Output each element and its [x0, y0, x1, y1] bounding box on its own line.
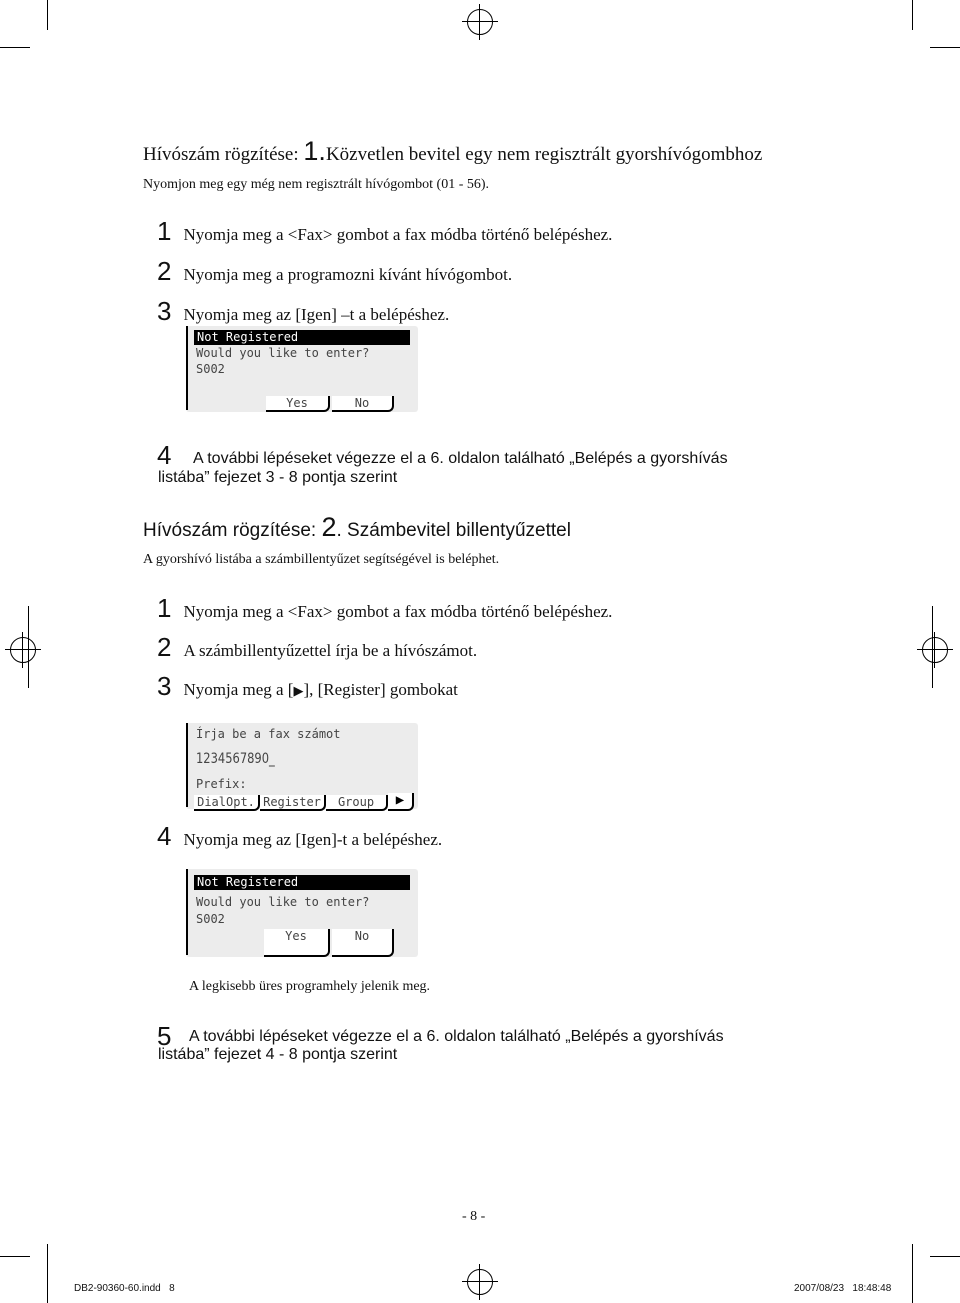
- step-text: A számbillentyűzettel írja be a hívószámot.: [183, 641, 478, 660]
- section2-step-3: [157, 671, 458, 702]
- step-text: Nyomja meg az [Igen] –t a belépéshez.: [183, 305, 450, 324]
- registration-mark-top: [462, 4, 498, 40]
- step-text: Nyomja meg az [Igen]-t a belépéshez.: [183, 830, 443, 849]
- step-text-line-2: listába” fejezet 4 - 8 pontja szerint: [158, 1046, 398, 1063]
- lcd-title: Írja be a fax számot: [196, 727, 341, 741]
- lcd-screen-not-registered: [186, 326, 418, 412]
- yes-softkey[interactable]: Yes: [266, 396, 330, 412]
- step-number: 5: [157, 1021, 172, 1051]
- step-text: Nyomja meg a programozni kívánt hívógombot.: [183, 265, 513, 284]
- step-number: 4: [157, 821, 172, 851]
- no-softkey[interactable]: No: [332, 929, 394, 957]
- section2-step-1: [157, 593, 612, 624]
- step-text-after: ], [Register] gombokat: [303, 680, 458, 699]
- step-number: 2: [157, 256, 172, 286]
- step-text-line-2: listába” fejezet 3 - 8 pontja szerint: [158, 469, 398, 486]
- section1-step-2: [157, 256, 512, 287]
- section2-heading-prefix: Hívószám rögzítése:: [143, 520, 322, 541]
- footer-timestamp: 2007/08/23 18:48:48: [794, 1283, 892, 1294]
- section1-intro: Nyomjon meg egy még nem regisztrált hívógombot (01 - 56).: [143, 177, 490, 192]
- step-text-before: Nyomja meg a [: [183, 680, 294, 699]
- step-number: 3: [157, 296, 172, 326]
- section1-step-4-text: [158, 449, 858, 487]
- step-text: [183, 680, 457, 699]
- lcd-number-field[interactable]: 1234567890_: [196, 751, 275, 767]
- section2-note: A legkisebb üres programhely jelenik meg.: [189, 979, 431, 994]
- lcd-prefix-label: Prefix:: [196, 777, 247, 791]
- section1-step-1: [157, 216, 612, 247]
- page-number: - 8 -: [462, 1209, 486, 1224]
- no-softkey[interactable]: No: [332, 396, 394, 412]
- dialopt-softkey[interactable]: DialOpt.: [194, 795, 260, 811]
- step-number: 3: [157, 671, 172, 701]
- lcd-line-2: S002: [196, 912, 225, 926]
- registration-mark-right: [917, 632, 953, 668]
- step-number: 1: [157, 593, 172, 623]
- section1-step-3: [157, 296, 449, 327]
- lcd-screen-number-entry: [186, 723, 418, 809]
- section1-heading: [143, 136, 762, 167]
- section2-step-5-text: [158, 1028, 858, 1064]
- lcd-title: Not Registered: [194, 875, 410, 890]
- lcd-screen-not-registered-2: [186, 869, 418, 957]
- step-text: Nyomja meg a <Fax> gombot a fax módba történő belépéshez.: [183, 225, 613, 244]
- section1-heading-rest: Közvetlen bevitel egy nem regisztrált gyorshívógombhoz: [325, 144, 763, 165]
- yes-softkey[interactable]: Yes: [264, 929, 330, 957]
- section2-heading: [143, 512, 571, 543]
- footer-file-name: DB2-90360-60.indd 8: [74, 1283, 175, 1294]
- play-icon: ▶: [293, 683, 304, 698]
- register-softkey[interactable]: Register: [260, 795, 326, 811]
- play-icon: ▶: [395, 792, 405, 808]
- step-text-line-1: A további lépéseket végezze el a 6. oldalon található „Belépés a gyorshívás: [193, 450, 728, 467]
- lcd-line-1: Would you like to enter?: [196, 346, 370, 360]
- section2-step-4: [157, 821, 442, 852]
- registration-mark-left: [5, 632, 41, 668]
- group-softkey[interactable]: Group: [326, 795, 388, 811]
- lcd-line-1: Would you like to enter?: [196, 895, 370, 909]
- lcd-title: Not Registered: [194, 330, 410, 345]
- section2-intro: A gyorshívó listába a számbillentyűzet segítségével is beléphet.: [143, 552, 500, 567]
- step-number: 2: [157, 632, 172, 662]
- step-text: Nyomja meg a <Fax> gombot a fax módba történő belépéshez.: [183, 602, 613, 621]
- step-number: 1: [157, 216, 172, 246]
- section2-heading-rest: . Számbevitel billentyűzettel: [336, 520, 571, 541]
- lcd-line-2: S002: [196, 362, 225, 376]
- section2-step-2: [157, 632, 477, 663]
- step-text-line-1: A további lépéseket végezze el a 6. oldalon található „Belépés a gyorshívás: [189, 1028, 724, 1045]
- section1-heading-prefix: Hívószám rögzítése:: [143, 144, 304, 165]
- section2-heading-number: 2: [321, 512, 337, 542]
- section1-heading-number: 1.: [303, 136, 326, 166]
- next-arrow-softkey[interactable]: [388, 793, 414, 811]
- registration-mark-bottom: [462, 1264, 498, 1300]
- step-number: 4: [157, 440, 172, 470]
